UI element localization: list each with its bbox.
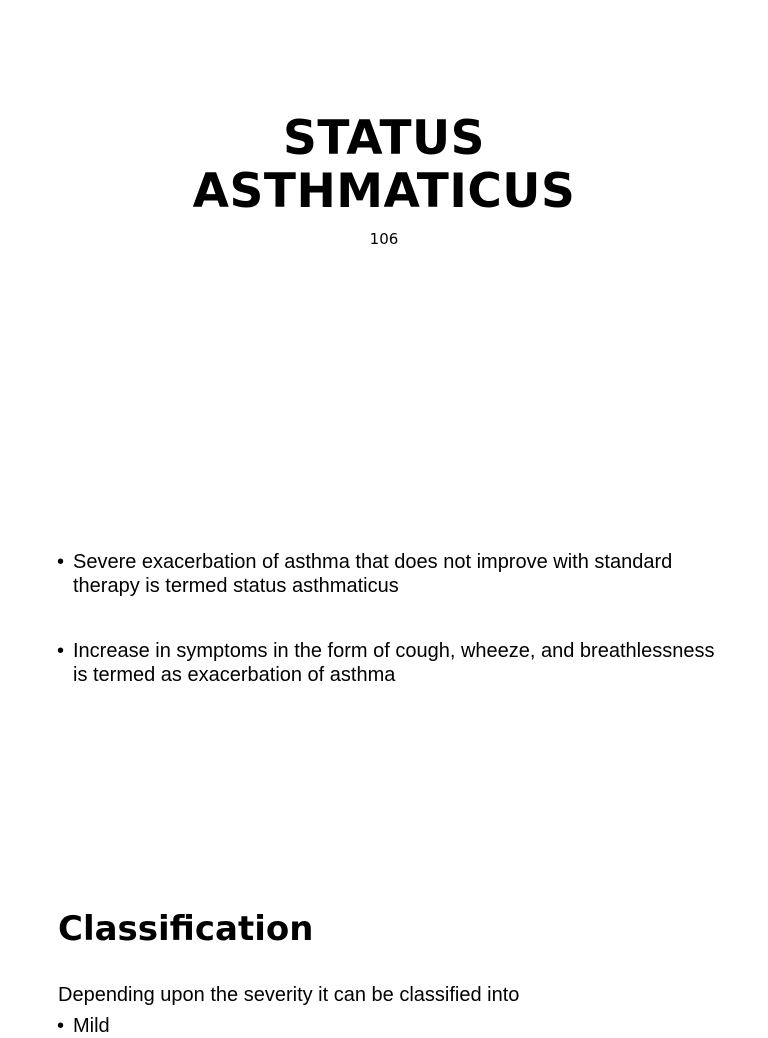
title-line-1: STATUS [282, 111, 486, 166]
bullet-text: Severe exacerbation of asthma that does not improve with standard therapy is termed status asthmaticus [73, 551, 673, 597]
bullet-marker: • [57, 640, 65, 662]
slide-subtitle: 106 [369, 230, 399, 248]
bullet-marker: • [57, 551, 65, 573]
bullet-text: Increase in symptoms in the form of cough, wheeze, and breathlessness is termed as exacerbation of asthma [73, 640, 715, 686]
classification-bullet-list [57, 1014, 717, 1038]
bullet-item [57, 1014, 717, 1038]
definition-bullet-list [57, 550, 717, 687]
bullet-marker: • [57, 1015, 65, 1037]
section-heading: Classification [58, 909, 314, 949]
title-line-2: ASTHMATICUS [192, 164, 576, 219]
bullet-item [57, 550, 717, 598]
bullet-text: Mild [73, 1015, 110, 1037]
bullet-item [57, 639, 717, 687]
intro-text: Depending upon the severity it can be classified into [58, 984, 520, 1006]
slide-title [0, 112, 768, 218]
